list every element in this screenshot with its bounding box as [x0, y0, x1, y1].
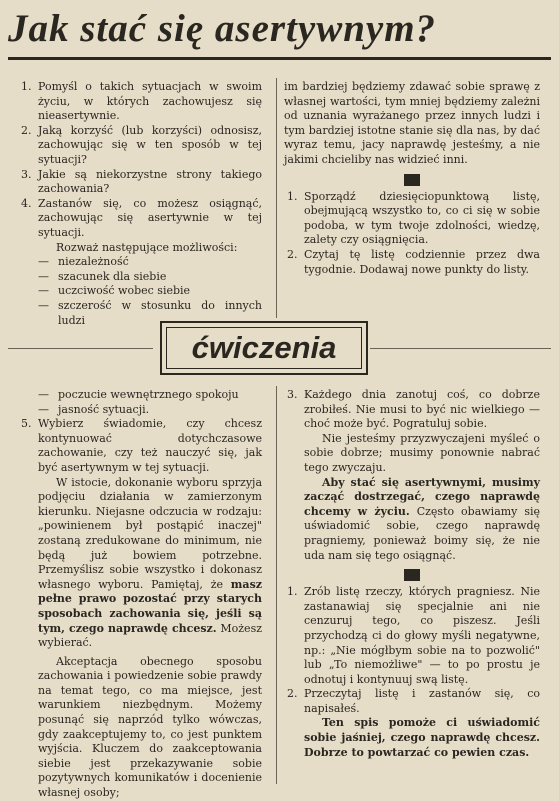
list-item: 2. Jaką korzyść (lub korzyści) odnosisz, zachowując się w ten sposób w tej sytuacji?: [21, 123, 262, 166]
list-item: 5. Wybierz świadomie, czy chcesz kontynuować dotychczasowe zachowanie, czy też nauczyć się, jak być asertywnym w tej sytuacji.: [21, 417, 262, 474]
banner-rule-right: [370, 348, 551, 349]
list-item: 4. Zastanów się, co możesz osiągnąć, zachowując się asertywnie w tej sytuacji.: [21, 196, 262, 239]
option-item: — szczerość w stosunku do innych ludzi: [38, 298, 262, 327]
bottom-left-column: [18, 388, 262, 801]
option-item: — szacunek dla siebie: [38, 269, 167, 283]
list-item: 3. Jakie są niekorzystne strony takiego zachowania?: [21, 167, 262, 196]
option-item: — jasność sytuacji.: [38, 402, 150, 416]
banner-rule-left: [8, 348, 153, 349]
option-item: — niezależność: [38, 255, 129, 269]
list-item: 2. Czytaj tę listę codziennie przez dwa tygodnie. Dodawaj nowe punkty do listy.: [287, 247, 540, 276]
list-item: 1. Zrób listę rzeczy, których pragniesz. Nie zastanawiaj się specjalnie ani nie cenzuruj tego, co piszesz. Jeśli przychodzą ci do głowy myśli negatywne, np.: „Nie mógłbym sobie na to pozwolić" lub „To niemożliwe" — to po prostu je odnotuj i kontynuuj swą listę.: [287, 585, 540, 686]
article-title: Jak stać się asertywnym?: [8, 7, 437, 50]
option-item: — poczucie wewnętrznego spokoju: [38, 388, 239, 401]
option-item: — uczciwość wobec siebie: [38, 284, 191, 298]
closing-paragraph: Ten spis pomoże ci uświadomić sobie jaśniej, czego naprawdę chcesz. Dobrze to powtarzać co pewien czas.: [304, 716, 540, 759]
list-item: 1. Pomyśl o takich sytuacjach w swoim życiu, w których zachowujesz się nieasertywnie.: [21, 80, 262, 123]
options-intro: Rozważ następujące możliwości:: [56, 240, 238, 254]
column-divider-bottom: [276, 386, 277, 784]
paragraph: im bardziej będziemy zdawać sobie sprawę z własnej wartości, tym mniej będziemy zależni od uznania wyrażanego przez innych ludzi i tym bardziej istotne stanie się dla nas, by dać wyraz temu, jacy naprawdę jesteśmy, a nie jakimi chcieliby nas widzieć inni.: [284, 80, 540, 166]
top-left-column: [18, 80, 262, 328]
paragraph: W istocie, dokonanie wyboru sprzyja podjęciu działania w zamierzonym kierunku. Niejasne odczucia w rodzaju: „powinienem był postąpić inaczej" zostaną zredukowane do minimum, nie będą już bowiem potrzebne. Przemyślisz sobie wszystko i dokonasz własnego wyboru. Pamiętaj, że masz pełne prawo pozostać przy starych sposobach zachowania się, jeśli są tym, czego naprawdę chcesz. Możesz wybierać.: [38, 475, 263, 650]
paragraph: Aby stać się asertywnymi, musimy zacząć dostrzegać, czego naprawdę chcemy w życiu. Często obawiamy się uświadomić sobie, czego naprawdę pragniemy, ponieważ boimy się, że nie uda nam się tego osiągnąć.: [304, 475, 541, 562]
exercises-banner: [160, 321, 368, 375]
list-item: 3. Każdego dnia zanotuj coś, co dobrze zrobiłeś. Nie musi to być nic wielkiego — choć może być. Pogratuluj sobie.: [287, 388, 540, 431]
column-divider-top: [276, 78, 277, 318]
section-marker: [404, 569, 420, 581]
paragraph: Akceptacja obecnego sposobu zachowania i powiedzenie sobie prawdy na temat tego, co ma miejsce, jest warunkiem niezbędnym. Możemy posunąć się naprzód tylko wówczas, gdy zaakceptujemy to, co jest punktem wyjścia. Kluczem do zaakceptowania siebie jest przekazywanie sobie pozytywnych komunikatów i docenienie własnej osoby;: [38, 654, 262, 800]
title-rule: [8, 57, 551, 60]
list-item: 2. Przeczytaj listę i zastanów się, co napisałeś.: [287, 687, 540, 715]
section-marker: [404, 174, 420, 186]
top-right-column: [284, 80, 540, 277]
paragraph: Nie jesteśmy przyzwyczajeni myśleć o sobie dobrze; musimy ponownie nabrać tego zwyczaju.: [304, 431, 540, 474]
list-item: 1. Sporządź dziesięciopunktową listę, obejmującą wszystko to, co ci się w sobie podoba, w tym twoje zdolności, wiedzę, zalety czy osiągnięcia.: [287, 189, 540, 247]
bottom-right-column: [284, 388, 540, 760]
banner-label: ćwiczenia: [166, 327, 362, 369]
